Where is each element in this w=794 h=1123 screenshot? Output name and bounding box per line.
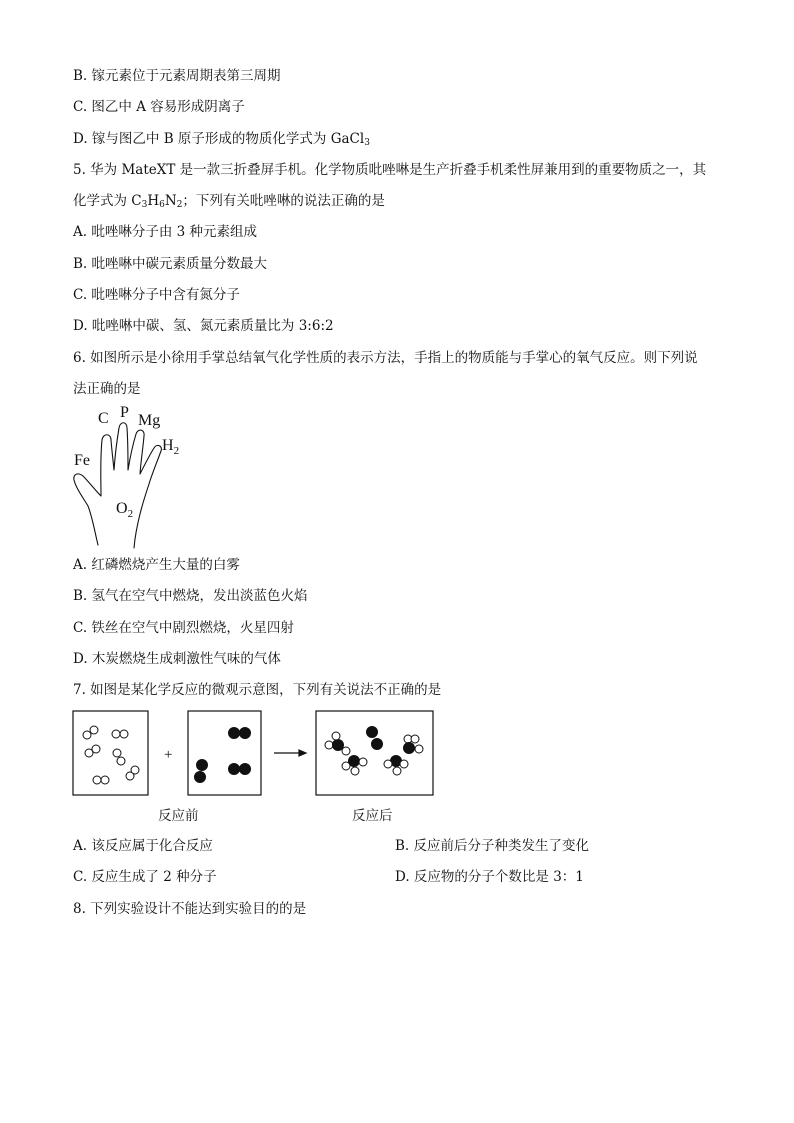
q5-option-c: C. 吡唑啉分子中含有氮分子 — [73, 287, 240, 303]
hand-label-o-sub: 2 — [127, 508, 134, 520]
q6-option-a: A. 红磷燃烧产生大量的白雾 — [73, 557, 240, 573]
q4-option-d — [73, 130, 370, 148]
q5-stem-line2 — [73, 192, 385, 210]
caption-after: 反应后 — [352, 808, 393, 824]
molecules-black-pairs — [195, 728, 251, 783]
q5-stem-suffix: ；下列有关吡唑啉的说法正确的是 — [182, 193, 385, 209]
q4-option-c: C. 图乙中 A 容易形成阴离子 — [73, 99, 245, 115]
hand-label-o2 — [116, 500, 133, 520]
q7-option-b: B. 反应前后分子种类发生了变化 — [395, 838, 590, 854]
hand-outline — [74, 423, 162, 548]
box-products — [316, 711, 433, 795]
hand-label-o: O — [116, 500, 128, 517]
q7-option-d: D. 反应物的分子个数比是 3：1 — [395, 869, 584, 885]
molecules-products — [325, 727, 423, 776]
q6-option-d: D. 木炭燃烧生成刺激性气味的气体 — [73, 651, 281, 667]
q4-option-d-subscript: 3 — [364, 138, 370, 148]
q6-option-c: C. 铁丝在空气中剧烈燃烧，火星四射 — [73, 620, 294, 636]
q6-stem-line1: 6. 如图所示是小徐用手掌总结氧气化学性质的表示方法，手指上的物质能与手掌心的氧气反应。则下列说 — [73, 350, 698, 366]
q5-sub-n: 2 — [176, 200, 183, 210]
molecules-white-pairs — [83, 726, 139, 784]
q5-sub-c: 3 — [141, 200, 148, 210]
q7-option-a: A. 该反应属于化合反应 — [73, 838, 213, 854]
reaction-arrow — [274, 750, 306, 756]
hand-diagram — [70, 400, 200, 550]
hand-label-h: H — [162, 437, 174, 454]
q5-sub-h: 6 — [159, 200, 165, 210]
q6-option-b: B. 氢气在空气中燃烧，发出淡蓝色火焰 — [73, 588, 308, 604]
caption-before: 反应前 — [158, 808, 199, 824]
q5-option-b: B. 吡唑啉中碳元素质量分数最大 — [73, 256, 268, 272]
q5-formula-n: N — [164, 193, 177, 209]
q5-stem-formula-c: 化学式为 C — [73, 193, 142, 209]
q5-formula-h: H — [147, 193, 160, 209]
q4-option-d-text: D. 镓与图乙中 B 原子形成的物质化学式为 GaCl — [73, 131, 365, 147]
q5-option-a: A. 吡唑啉分子由 3 种元素组成 — [73, 224, 258, 240]
hand-label-h-sub: 2 — [173, 445, 180, 457]
plus-sign: + — [164, 747, 173, 763]
hand-label-p: P — [120, 404, 129, 421]
hand-label-h2 — [162, 437, 179, 457]
q4-option-b: B. 镓元素位于元素周期表第三周期 — [73, 68, 281, 84]
q8-stem: 8. 下列实验设计不能达到实验目的的是 — [73, 901, 307, 917]
q7-option-c: C. 反应生成了 2 种分子 — [73, 869, 217, 885]
reaction-diagram — [70, 705, 440, 800]
q6-stem-line2: 法正确的是 — [73, 381, 141, 397]
q7-stem: 7. 如图是某化学反应的微观示意图，下列有关说法不正确的是 — [73, 682, 442, 698]
q5-stem-line1: 5. 华为 MateXT 是一款三折叠屏手机。化学物质吡唑啉是生产折叠手机柔性屏兼用到的重要物质之一，其 — [73, 162, 707, 178]
hand-label-mg: Mg — [138, 412, 161, 429]
box-reactant-a — [73, 711, 148, 795]
hand-label-c: C — [98, 410, 109, 427]
hand-label-fe: Fe — [74, 452, 90, 469]
q5-option-d: D. 吡唑啉中碳、氢、氮元素质量比为 3:6:2 — [73, 318, 334, 334]
